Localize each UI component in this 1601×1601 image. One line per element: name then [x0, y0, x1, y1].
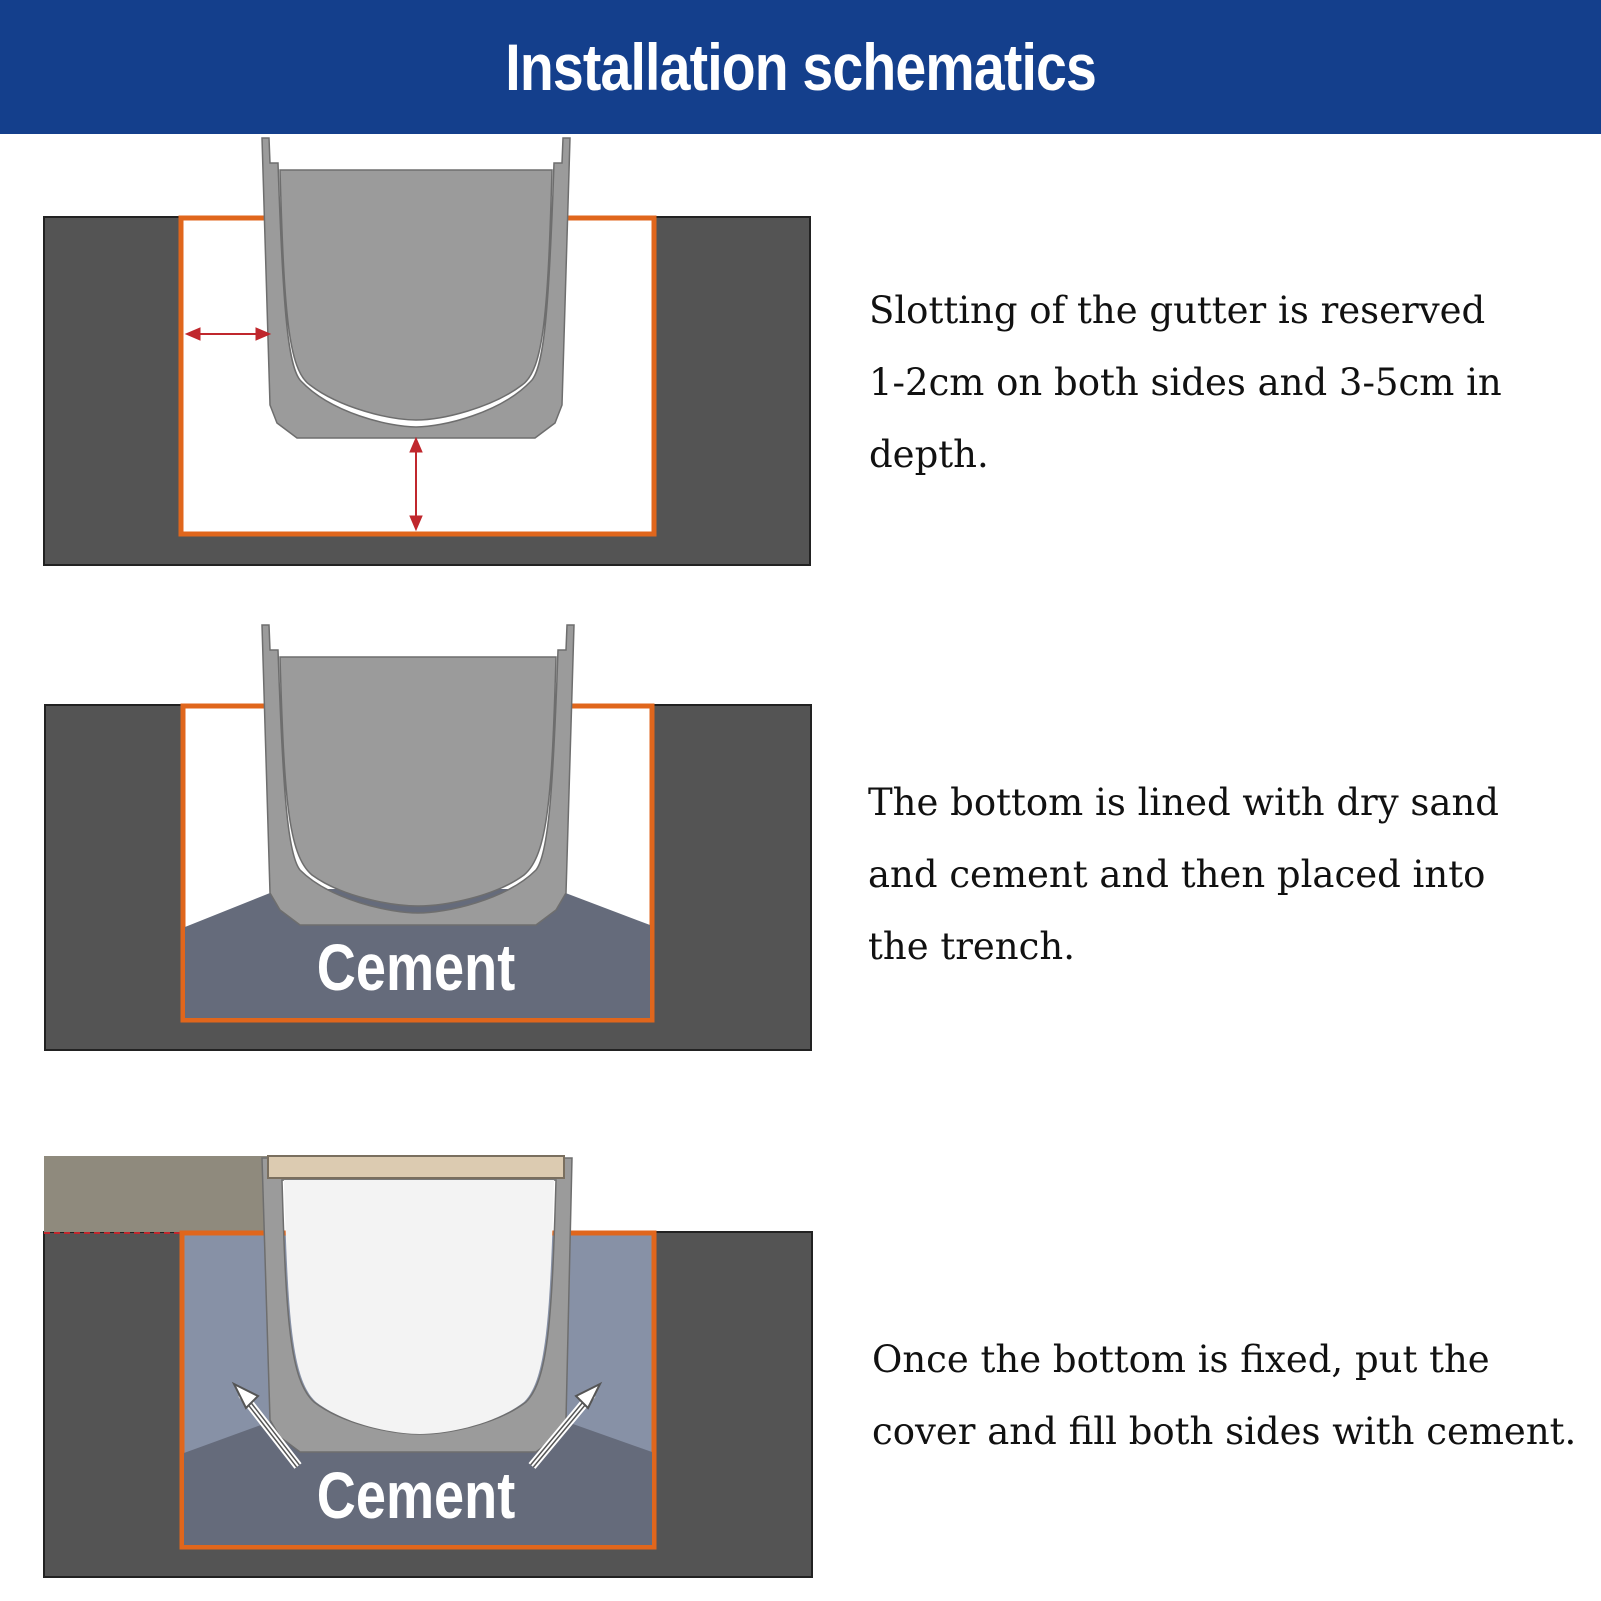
step-3-description: Once the bottom is fixed, put the cover and fill both sides with cement. — [872, 1338, 1577, 1453]
step-2-description: The bottom is lined with dry sand and cement and then placed into the trench. — [868, 781, 1499, 968]
gutter-channel — [262, 625, 574, 925]
step-1-diagram — [0, 130, 820, 580]
header-banner — [0, 0, 1601, 134]
cement-label: Cement — [316, 1457, 516, 1533]
gutter-cover — [268, 1156, 564, 1178]
step-3-diagram — [0, 1140, 820, 1590]
step-1-description: Slotting of the gutter is reserved 1-2cm on both sides and 3-5cm in depth. — [869, 289, 1502, 476]
pavement-slab — [44, 1156, 269, 1232]
gutter-interior — [284, 1180, 554, 1434]
step-2-diagram — [0, 615, 820, 1065]
page-title: Installation schematics — [505, 30, 1096, 104]
cement-label: Cement — [316, 929, 516, 1005]
gutter-channel — [262, 138, 570, 438]
